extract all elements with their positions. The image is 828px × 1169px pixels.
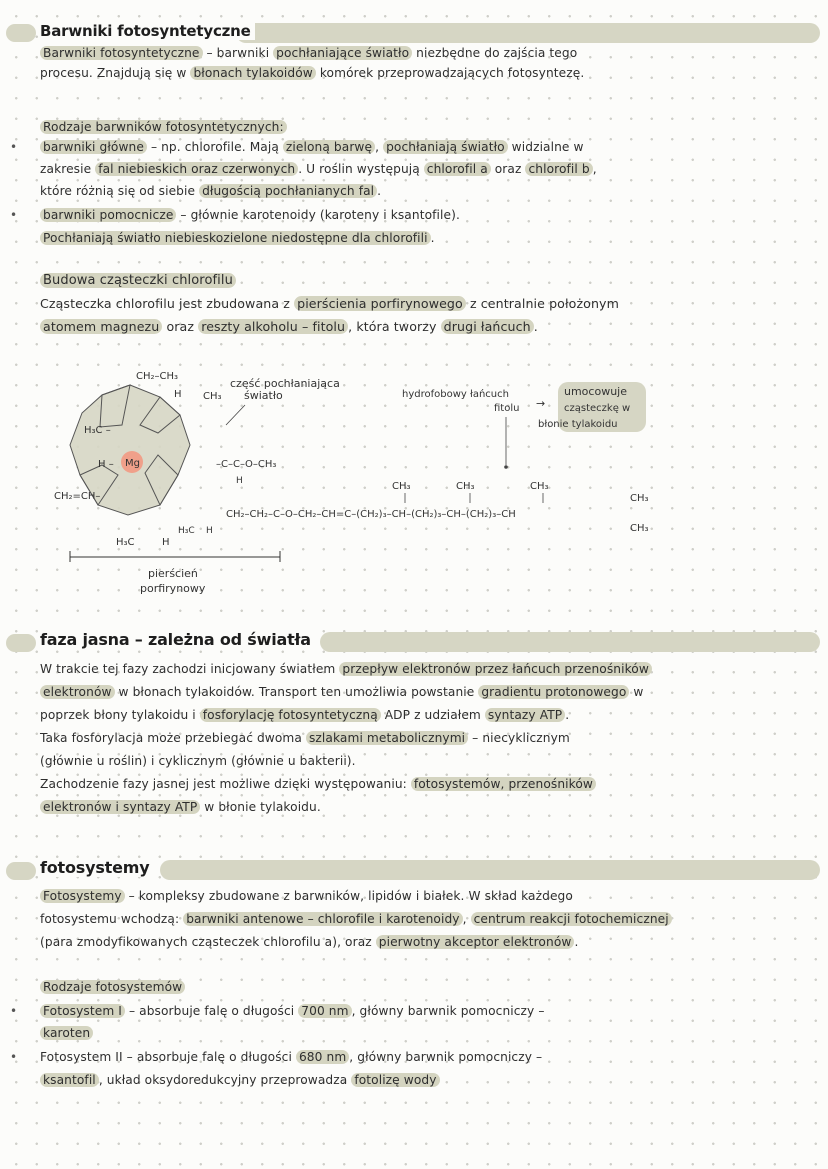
chlorophyll-title: Budowa cząsteczki chlorofilu <box>40 272 236 290</box>
substituent: H <box>206 526 213 536</box>
highlight: 700 nm <box>298 1004 351 1018</box>
light-line <box>40 798 321 816</box>
ps-type-line <box>40 1071 440 1089</box>
light-line <box>40 752 356 770</box>
highlight: barwniki główne <box>40 140 147 154</box>
text-segment: które różnią się od siebie <box>40 184 200 198</box>
text-segment: , która tworzy <box>348 319 441 334</box>
highlight: Barwniki fotosyntetyczne <box>40 46 203 60</box>
section-heading-bar <box>320 632 820 652</box>
highlight: zieloną barwę <box>283 140 375 154</box>
bullet: • <box>10 1050 18 1064</box>
text-segment: poprzek błony tylakoidu i <box>40 708 200 722</box>
text-segment: . <box>377 184 382 198</box>
substituent: CH₂=CH– <box>54 491 101 502</box>
chlorophyll-diagram <box>40 355 820 605</box>
highlight: centrum reakcji fotochemicznej <box>471 912 672 926</box>
substituent: H <box>162 537 170 548</box>
text-segment: – kompleksy zbudowane z barwników, lipidów i białek. W skład każdego <box>124 889 573 903</box>
ester-group: –C–C–O–CH₃ <box>216 459 277 470</box>
text-segment: (głównie u roślin) i cyklicznym (głównie u bakterii). <box>40 754 356 768</box>
text-segment: w błonie tylakoidu. <box>200 800 321 814</box>
highlight: przepływ elektronów przez łańcuch przenośników <box>339 662 652 676</box>
highlight: błonach tylakoidów <box>190 66 315 80</box>
text-segment: procesu. Znajdują się w <box>40 66 191 80</box>
section-title-photosystems: fotosystemy <box>40 858 153 877</box>
light-line <box>40 706 569 724</box>
types-title: Rodzaje barwników fotosyntetycznych: <box>40 118 287 136</box>
phytol-chain: CH₂–CH₂–C–O–CH₂–CH=C–(CH₂)₃–CH–(CH₂)₃–CH–(CH₂)₃–CH <box>226 509 516 520</box>
highlight: chlorofil a <box>424 162 491 176</box>
text-segment: fotosystemu wchodzą: <box>40 912 184 926</box>
section-marker <box>6 862 36 880</box>
highlight: elektronów <box>40 685 115 699</box>
text-segment: W trakcie tej fazy zachodzi inicjowany światłem <box>40 662 340 676</box>
ps-type-line <box>40 1024 93 1042</box>
types-line <box>40 138 584 156</box>
section-marker <box>6 24 36 42</box>
ps-line <box>40 887 573 905</box>
highlight: karoten <box>40 1026 93 1040</box>
highlight: fotolizę wody <box>351 1073 439 1087</box>
highlight: barwniki pomocnicze <box>40 208 176 222</box>
highlight: reszty alkoholu – fitolu <box>198 319 348 334</box>
text-segment: niezbędne do zajścia tego <box>412 46 578 60</box>
text-segment: z centralnie położonym <box>465 296 619 311</box>
text-segment: . <box>565 708 570 722</box>
text-segment: – np. chlorofile. Mają <box>146 140 283 154</box>
text-segment: , układ oksydoredukcyjny przeprowadza <box>98 1073 352 1087</box>
bullet: • <box>10 208 18 222</box>
substituent: H <box>236 476 243 486</box>
light-line <box>40 729 570 747</box>
text-segment: – barwniki <box>202 46 274 60</box>
types-line <box>40 182 381 200</box>
text-segment: (para zmodyfikowanych cząsteczek chlorofilu a), oraz <box>40 935 376 949</box>
text-segment: . U roślin występują <box>298 162 424 176</box>
section-title-light-phase: faza jasna – zależna od światła <box>40 630 315 649</box>
highlight: pochłaniają światło <box>383 140 508 154</box>
substituent: CH₃ <box>203 391 222 402</box>
ring-label: porfirynowy <box>140 582 206 595</box>
text-segment: zakresie <box>40 162 96 176</box>
text-segment: Fotosystem II – absorbuje falę o długości <box>40 1050 296 1064</box>
text-segment: komórek przeprowadzających fotosyntezę. <box>315 66 585 80</box>
light-line <box>40 775 596 793</box>
chain-end: CH₃ <box>630 523 649 534</box>
ps-types-title: Rodzaje fotosystemów <box>40 978 185 996</box>
text-segment: ADP z udziałem <box>380 708 485 722</box>
substituent: H₃C <box>178 526 195 536</box>
highlight: gradientu protonowego <box>478 685 629 699</box>
text-segment: w błonach tylakoidów. Transport ten umożliwia powstanie <box>114 685 479 699</box>
text-segment: , główny barwnik pomocniczy – <box>351 1004 545 1018</box>
text-segment: – głównie karotenoidy (karoteny i ksantofile). <box>176 208 460 222</box>
text-segment: . <box>430 231 435 245</box>
substituent: H – <box>98 459 114 470</box>
highlight: fotosystemów, przenośników <box>411 777 596 791</box>
text-segment: . <box>533 319 538 334</box>
highlight: pierścienia porfirynowego <box>294 296 466 311</box>
text-segment: . <box>574 935 579 949</box>
chlorophyll-line <box>40 318 538 336</box>
para-line <box>40 64 584 82</box>
para-line <box>40 44 577 62</box>
text-segment: widzialne w <box>507 140 584 154</box>
highlight: drugi łańcuch <box>441 319 534 334</box>
chlorophyll-line <box>40 295 619 313</box>
ring-label: pierścień <box>148 567 198 580</box>
types-line <box>40 206 460 224</box>
highlight: pierwotny akceptor elektronów <box>376 935 575 949</box>
highlight: atomem magnezu <box>40 319 162 334</box>
section-heading-bar <box>160 860 820 880</box>
chain-ch3: CH₃ <box>530 481 549 492</box>
text-segment: – niecyklicznym <box>468 731 570 745</box>
highlight: barwniki antenowe – chlorofile i karotenoidy <box>183 912 462 926</box>
text-segment: – absorbuje falę o długości <box>125 1004 299 1018</box>
text-segment: , <box>375 140 384 154</box>
chain-end: CH₃ <box>630 493 649 504</box>
substituent: H <box>174 389 182 400</box>
bullet: • <box>10 140 18 154</box>
types-line <box>40 160 597 178</box>
text-segment: oraz <box>162 319 199 334</box>
light-line <box>40 660 652 678</box>
highlight: Fotosystem I <box>40 1004 125 1018</box>
anchor-label: umocowuje <box>564 385 627 398</box>
text-segment: , <box>462 912 471 926</box>
light-line <box>40 683 643 701</box>
substituent: H₃C – <box>84 425 111 436</box>
highlight: długością pochłanianych fal <box>199 184 377 198</box>
section-heading-bar <box>236 23 820 43</box>
ps-line <box>40 910 672 928</box>
text-segment: w <box>629 685 644 699</box>
section-marker <box>6 634 36 652</box>
mg-label: Mg <box>125 458 140 469</box>
text-segment: Taka fosforylacja może przebiegać dwoma <box>40 731 306 745</box>
text-segment: Zachodzenie fazy jasnej jest możliwe dzięki występowaniu: <box>40 777 411 791</box>
bullet: • <box>10 1004 18 1018</box>
text-segment: oraz <box>490 162 526 176</box>
ps-type-line <box>40 1048 542 1066</box>
highlight: 680 nm <box>296 1050 349 1064</box>
text-segment: , główny barwnik pomocniczy – <box>349 1050 543 1064</box>
section-title-pigments: Barwniki fotosyntetyczne <box>40 22 255 40</box>
highlight: ksantofil <box>40 1073 99 1087</box>
highlight: fosforylację fotosyntetyczną <box>200 708 381 722</box>
light-part-label: światło <box>244 389 283 402</box>
anchor-label: cząsteczkę w <box>564 403 631 414</box>
highlight: chlorofil b <box>525 162 592 176</box>
ps-line <box>40 933 578 951</box>
hydrophobic-label: hydrofobowy łańcuch <box>402 389 509 400</box>
highlight: Fotosystemy <box>40 889 125 903</box>
anchor-label: błonie tylakoidu <box>538 419 618 430</box>
highlight: Pochłaniają światło niebieskozielone niedostępne dla chlorofili <box>40 231 431 245</box>
substituent: H₃C <box>116 537 135 548</box>
highlight: syntazy ATP <box>485 708 565 722</box>
highlight: pochłaniające światło <box>273 46 412 60</box>
hydrophobic-label: fitolu <box>494 403 520 414</box>
types-line <box>40 229 435 247</box>
light-part-label: część pochłaniająca <box>230 377 340 390</box>
chain-ch3: CH₃ <box>456 481 475 492</box>
ps-type-line <box>40 1002 545 1020</box>
chain-ch3: CH₃ <box>392 481 411 492</box>
highlight: fal niebieskich oraz czerwonych <box>95 162 298 176</box>
substituent: CH₂–CH₃ <box>136 371 179 382</box>
text-segment: Cząsteczka chlorofilu jest zbudowana z <box>40 296 295 311</box>
highlight: szlakami metabolicznymi <box>306 731 468 745</box>
arrow: → <box>536 397 546 410</box>
text-segment: , <box>592 162 597 176</box>
highlight: elektronów i syntazy ATP <box>40 800 200 814</box>
